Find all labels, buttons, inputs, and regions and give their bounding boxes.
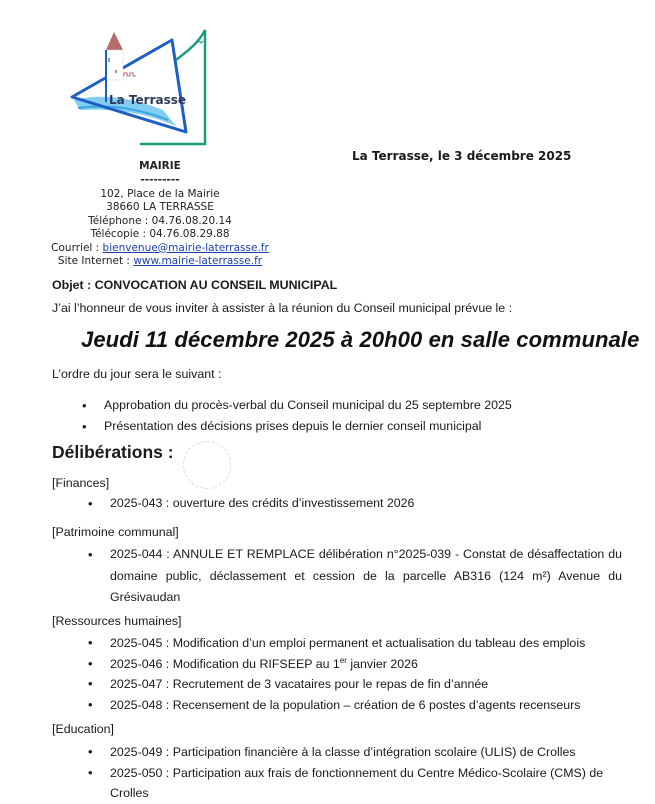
courriel-line (40, 242, 280, 256)
agenda-intro: L’ordre du jour sera le suivant : (52, 367, 222, 381)
education-list (82, 742, 627, 804)
address-line-2: 38660 LA TERRASSE (106, 201, 214, 213)
list-item: • 2025-049 : Participation financière à la classe d’intégration scolaire (ULIS) de Crolles (82, 742, 627, 763)
logo-tower-roof (106, 32, 123, 50)
website-link[interactable]: www.mairie-laterrasse.fr (133, 255, 263, 267)
deliberations-heading: Délibérations : (52, 442, 174, 462)
site-line (40, 255, 280, 269)
logo-tower (106, 50, 123, 80)
city-date: La Terrasse, le 3 décembre 2025 (352, 149, 572, 163)
section-label-patrimoine: [Patrimoine communal] (52, 525, 179, 539)
separator: --------- (140, 173, 180, 186)
list-item: • 2025-045 : Modification d’un emploi permanent et actualisation du tableau des emplois (82, 633, 627, 654)
section-label-finances: [Finances] (52, 476, 110, 490)
letter-subject: Objet : CONVOCATION AU CONSEIL MUNICIPAL (52, 278, 338, 292)
list-item: • 2025-050 : Participation aux frais de fonctionnement du Centre Médico-Scolaire (CMS) de Crolles (82, 763, 627, 804)
list-item: • 2025-043 : ouverture des crédits d’investissement 2026 (82, 496, 622, 510)
faint-stamp-mark (183, 441, 231, 489)
list-item (82, 654, 627, 675)
letter-intro: J’ai l’honneur de vous inviter à assister à la réunion du Conseil municipal prévue le : (52, 301, 513, 315)
meeting-headline: Jeudi 11 décembre 2025 à 20h00 en salle communale (81, 327, 640, 352)
patrimoine-list (82, 544, 622, 609)
telecopie: Télécopie : 04.76.08.29.88 (90, 228, 230, 240)
telephone: Téléphone : 04.76.08.20.14 (88, 214, 232, 227)
finances-list (82, 496, 622, 510)
email-link[interactable]: bienvenue@mairie-laterrasse.fr (102, 241, 269, 254)
list-item-suffix: janvier 2026 (346, 656, 418, 671)
courriel-label: Courriel : (51, 241, 103, 254)
mairie-address-block (40, 160, 280, 269)
list-item-text: 2025-046 : Modification du RIFSEEP au 1 (110, 656, 340, 671)
ordinal-superscript: er (339, 655, 347, 665)
section-label-ressources-humaines: [Ressources humaines] (52, 614, 182, 628)
list-item: • 2025-044 : ANNULE ET REMPLACE délibération n°2025-039 - Constat de désaffectation du domaine public, déclassement et cession de la parcelle AB316 (124 m²) Avenue du Grésivaudan (82, 544, 622, 609)
mairie-title: MAIRIE (139, 160, 181, 172)
site-label: Site Internet : (57, 255, 134, 267)
section-label-education: [Education] (52, 722, 114, 736)
list-item: • Approbation du procès-verbal du Conseil municipal du 25 septembre 2025 (76, 395, 636, 416)
list-item: • 2025-048 : Recensement de la population – création de 6 postes d’agents recenseurs (82, 695, 627, 716)
agenda-list (76, 395, 636, 437)
ressources-humaines-list (82, 633, 627, 715)
list-item: • 2025-047 : Recrutement de 3 vacataires pour le repas de fin d’année (82, 674, 627, 695)
logo-text: La Terrasse (109, 93, 187, 107)
list-item: • Présentation des décisions prises depuis le dernier conseil municipal (76, 416, 636, 437)
mairie-logo (68, 22, 218, 147)
logo-graphic (68, 22, 218, 147)
address-line-1: 102, Place de la Mairie (100, 187, 220, 200)
